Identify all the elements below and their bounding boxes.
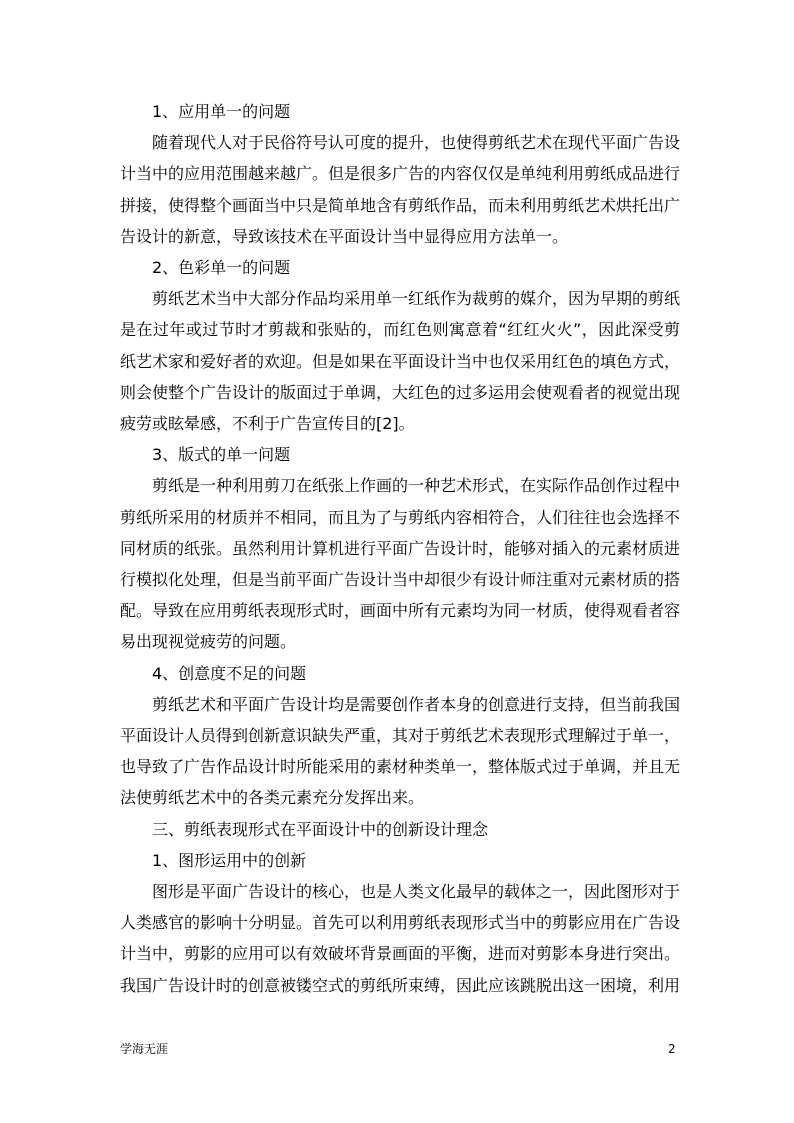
section-heading-color: 2、色彩单一的问题 [152, 258, 291, 278]
section-heading-application: 1、应用单一的问题 [152, 102, 291, 121]
footer-text: 学海无涯 [120, 1042, 169, 1056]
section-heading-creativity: 4、创意度不足的问题 [152, 663, 307, 683]
page-number: 2 [668, 1042, 676, 1056]
section-heading-graphics: 1、图形运用中的创新 [152, 850, 307, 870]
paragraph-color: 剪纸艺术当中大部分作品均采用单一红纸作为裁剪的媒介，因为早期的剪纸是在过年或过节时才剪裁和张贴的，而红色则寓意着“红红火火”，因此深受剪纸艺术家和爱好者的欢迎。但是如果在平面设计当中也仅采用红色的填色方式，则会使整个广告设计的版面过于单调，大红色的过多运用会使观看者的视觉出现疲劳或眩晕感，不利于广告宣传目的[2]。 [120, 289, 681, 434]
paragraph-application: 随着现代人对于民俗符号认可度的提升，也使得剪纸艺术在现代平面广告设计当中的应用范围越来越广。但是很多广告的内容仅仅是单纯利用剪纸成品进行拼接，使得整个画面当中只是简单地含有剪纸作品，而未利用剪纸艺术烘托出广告设计的新意，导致该技术在平面设计当中显得应用方法单一。 [120, 133, 681, 246]
document-body [120, 96, 680, 1001]
paragraph-graphics: 图形是平面广告设计的核心，也是人类文化最早的载体之一，因此图形对于人类感官的影响十分明显。首先可以利用剪纸表现形式当中的剪影应用在广告设计当中，剪影的应用可以有效破坏背景画面的平衡，进而对剪影本身进行突出。我国广告设计时的创意被镂空式的剪纸所束缚，因此应该跳脱出这一困境，利用 [120, 882, 681, 995]
section-heading-layout: 3、版式的单一问题 [152, 445, 291, 465]
paragraph-layout: 剪纸是一种利用剪刀在纸张上作画的一种艺术形式，在实际作品创作过程中剪纸所采用的材质并不相同，而且为了与剪纸内容相符合，人们往往也会选择不同材质的纸张。虽然利用计算机进行平面广告设计时，能够对插入的元素材质进行模拟化处理，但是当前平面广告设计当中却很少有设计师注重对元素材质的搭配。导致在应用剪纸表现形式时，画面中所有元素均为同一材质，使得观看者容易出现视觉疲劳的问题。 [120, 476, 681, 652]
chapter-heading-innovation: 三、剪纸表现形式在平面设计中的创新设计理念 [152, 819, 489, 839]
paragraph-creativity: 剪纸艺术和平面广告设计均是需要创作者本身的创意进行支持，但当前我国平面设计人员得到创新意识缺失严重，其对于剪纸艺术表现形式理解过于单一，也导致了广告作品设计时所能采用的素材种类单一，整体版式过于单调，并且无法使剪纸艺术中的各类元素充分发挥出来。 [120, 694, 681, 808]
